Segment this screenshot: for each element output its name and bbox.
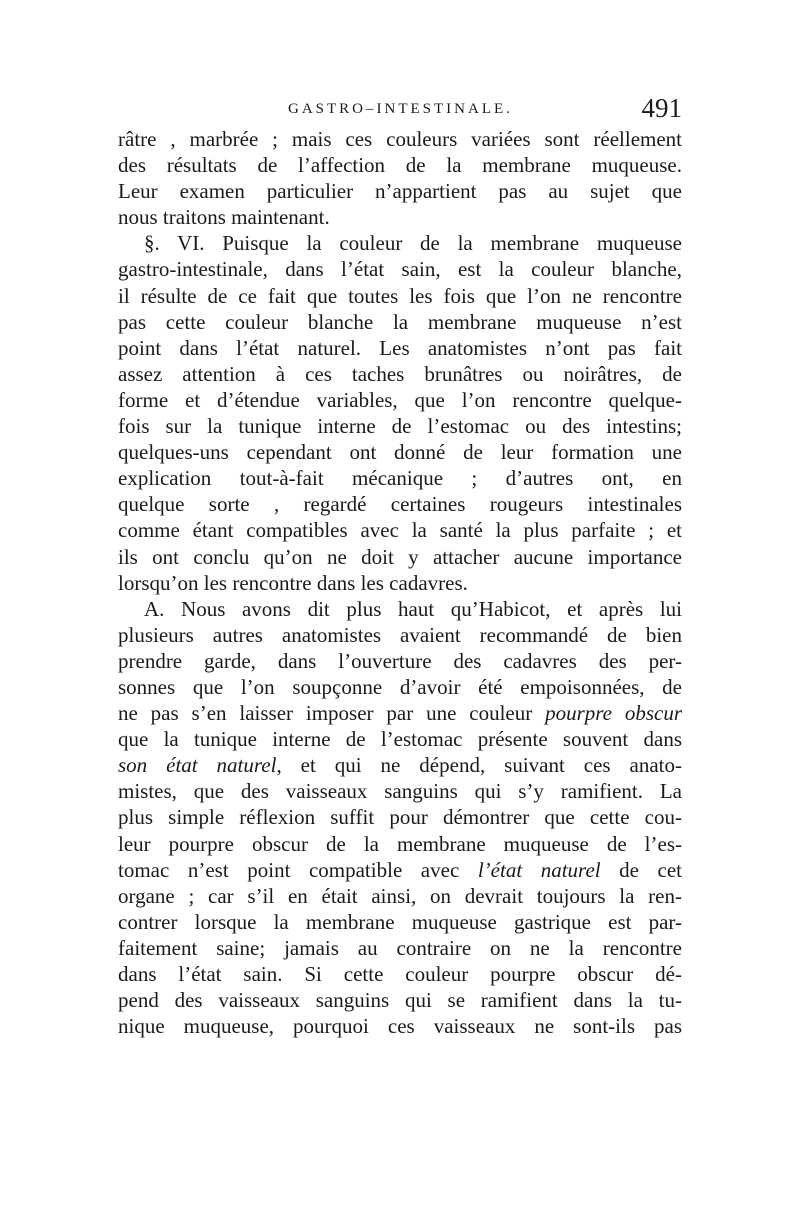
text-line: râtre , marbrée ; mais ces couleurs variées sont réellement — [118, 127, 682, 151]
text-line: explication tout-à-fait mécanique ; d’autres ont, en — [118, 466, 682, 491]
text-line: nous traitons maintenant. — [118, 205, 330, 230]
italic-phrase: pourpre obscur — [545, 701, 682, 726]
text-line: que la tunique interne de l’estomac présente souvent dans — [118, 727, 682, 752]
paragraph-start-line: A. Nous avons dit plus haut qu’Habicot, et après lui — [144, 596, 682, 621]
text-line: fois sur la tunique interne de l’estomac ou des intestins; — [118, 414, 682, 439]
text-line — [118, 857, 682, 883]
page-number: 491 — [641, 93, 682, 123]
text-line: contrer lorsque la membrane muqueuse gastrique est par- — [118, 909, 682, 934]
text-line: des résultats de l’affection de la membrane muqueuse. — [118, 153, 682, 178]
text-line — [118, 700, 682, 726]
text-line: il résulte de ce fait que toutes les fois que l’on ne rencontre — [118, 283, 682, 308]
text-line: pend des vaisseaux sanguins qui se ramifient dans la tu- — [118, 988, 682, 1013]
text-line: assez attention à ces taches brunâtres ou noirâtres, de — [118, 361, 682, 386]
text-line: nique muqueuse, pourquoi ces vaisseaux ne sont-ils pas — [118, 1014, 682, 1039]
text-line: quelque sorte , regardé certaines rougeurs intestinales — [118, 492, 682, 517]
text-line: ils ont conclu qu’on ne doit y attacher aucune importance — [118, 544, 682, 569]
text-fragment: ne pas s’en laisser imposer par une couleur — [118, 701, 533, 726]
text-line — [118, 752, 682, 778]
paragraph-start-line: §. VI. Puisque la couleur de la membrane muqueuse — [144, 231, 682, 256]
text-fragment: de cet — [619, 857, 682, 882]
text-line: gastro-intestinale, dans l’état sain, est la couleur blanche, — [118, 257, 682, 282]
text-line: forme et d’étendue variables, que l’on rencontre quelque- — [118, 387, 682, 412]
text-line: sonnes que l’on soupçonne d’avoir été empoisonnées, de — [118, 674, 682, 699]
text-line: leur pourpre obscur de la membrane muqueuse de l’es- — [118, 831, 682, 856]
text-line: dans l’état sain. Si cette couleur pourpre obscur dé- — [118, 962, 682, 986]
body-text — [118, 126, 682, 1066]
text-line: plus simple réflexion suffit pour démontrer que cette cou- — [118, 805, 682, 830]
running-title: GASTRO–INTESTINALE. — [288, 101, 513, 117]
text-line: quelques-uns cependant ont donné de leur formation une — [118, 440, 682, 465]
italic-phrase: l’état naturel — [477, 857, 601, 882]
italic-phrase: son état naturel — [118, 753, 277, 778]
text-line: pas cette couleur blanche la membrane muqueuse n’est — [118, 309, 682, 334]
text-line: organe ; car s’il en était ainsi, on devrait toujours la ren- — [118, 883, 682, 908]
text-line: faitement saine; jamais au contraire on ne la rencontre — [118, 935, 682, 960]
text-line: prendre garde, dans l’ouverture des cadavres des per- — [118, 648, 682, 673]
text-fragment: tomac n’est point compatible avec — [118, 857, 460, 882]
text-line: mistes, que des vaisseaux sanguins qui s’y ramifient. La — [118, 779, 682, 804]
text-line: Leur examen particulier n’appartient pas au sujet que — [118, 179, 682, 204]
text-line: point dans l’état naturel. Les anatomistes n’ont pas fait — [118, 335, 682, 360]
page-header — [118, 93, 682, 129]
text-line: plusieurs autres anatomistes avaient recommandé de bien — [118, 622, 682, 647]
text-line: comme étant compatibles avec la santé la plus parfaite ; et — [118, 518, 682, 543]
text-line: lorsqu’on les rencontre dans les cadavres. — [118, 570, 468, 595]
text-fragment: , et qui ne dépend, suivant ces anato- — [276, 753, 682, 778]
